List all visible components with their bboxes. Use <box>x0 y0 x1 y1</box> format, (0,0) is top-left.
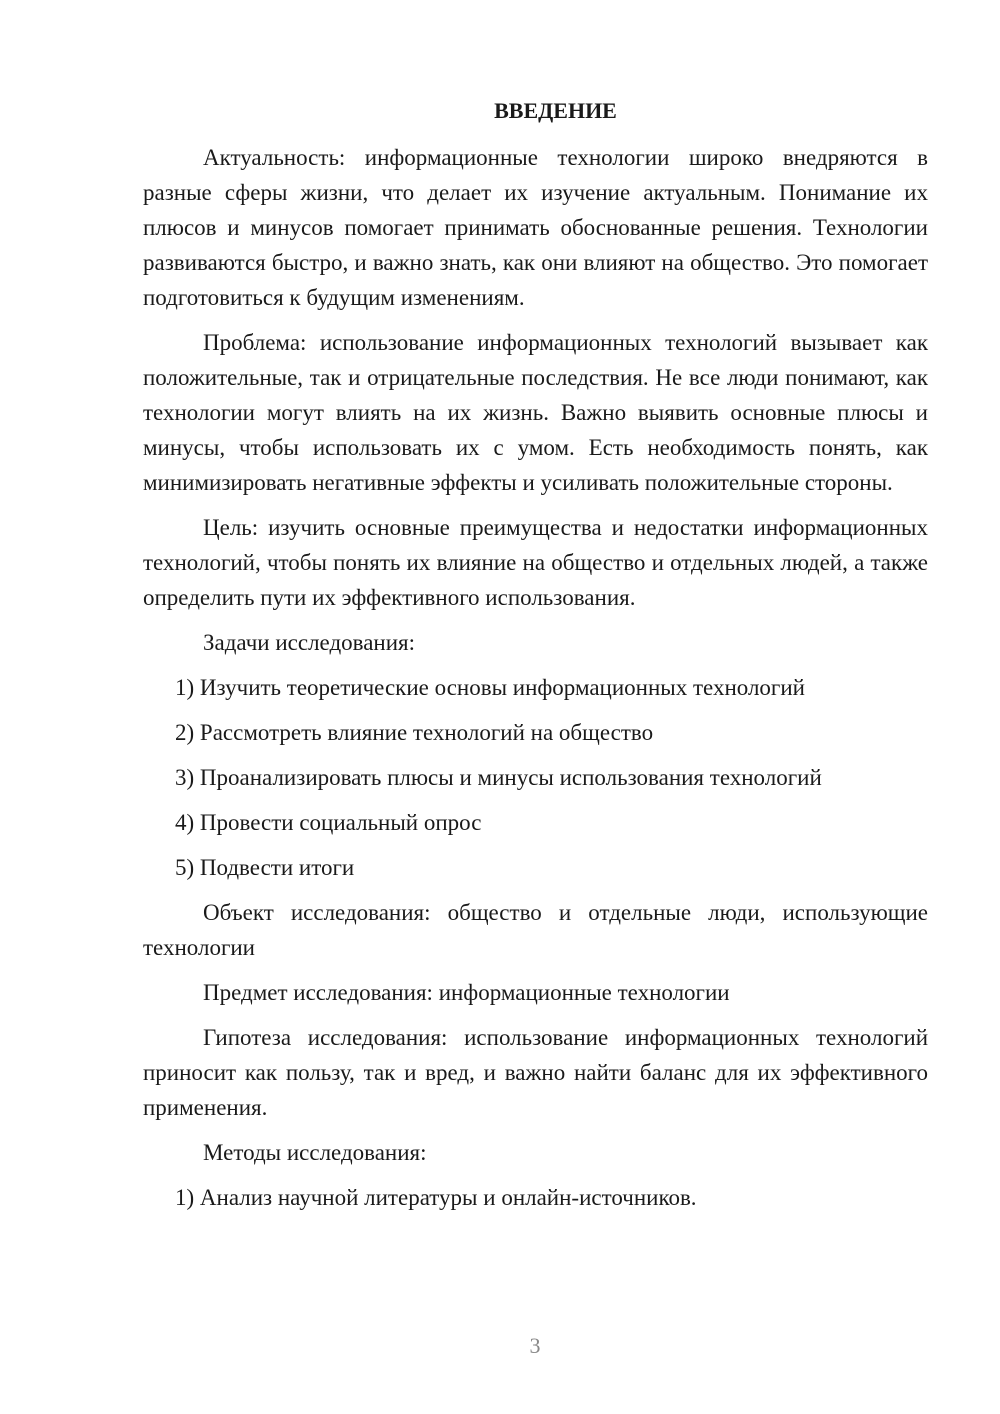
method-item-1: 1) Анализ научной литературы и онлайн-источников. <box>175 1185 697 1210</box>
problem-paragraph: Проблема: использование информационных технологий вызывает как положительные, так и отрицательные последствия. Не все люди понимают, как технологии могут влиять на их жизнь. Важно выявить основные плюсы и минусы, чтобы использовать их с умом. Есть необходимость понять, как минимизировать негативные эффекты и усиливать положительные стороны. <box>143 330 928 495</box>
object-paragraph: Объект исследования: общество и отдельные люди, использующие технологии <box>143 900 928 960</box>
goal-paragraph: Цель: изучить основные преимущества и недостатки информационных технологий, чтобы понять их влияние на общество и отдельных людей, а также определить пути их эффективного использования. <box>143 515 928 610</box>
task-item-4: 4) Провести социальный опрос <box>175 810 482 835</box>
tasks-heading: Задачи исследования: <box>203 630 416 655</box>
task-item-2: 2) Рассмотреть влияние технологий на общество <box>175 720 654 745</box>
subject-paragraph: Предмет исследования: информационные технологии <box>203 980 730 1005</box>
page-number: 3 <box>529 1333 541 1358</box>
task-item-1: 1) Изучить теоретические основы информационных технологий <box>175 675 805 700</box>
task-item-5: 5) Подвести итоги <box>175 855 355 880</box>
relevance-paragraph: Актуальность: информационные технологии широко внедряются в разные сферы жизни, что делает их изучение актуальным. Понимание их плюсов и минусов помогает принимать обоснованные решения. Технологии развиваются быстро, и важно знать, как они влияют на общество. Это помогает подготовиться к будущим изменениям. <box>143 145 928 310</box>
page-title: ВВЕДЕНИЕ <box>494 98 617 123</box>
methods-heading: Методы исследования: <box>203 1140 427 1165</box>
document-page <box>143 96 928 1225</box>
task-item-3: 3) Проанализировать плюсы и минусы использования технологий <box>175 765 822 790</box>
hypothesis-paragraph: Гипотеза исследования: использование информационных технологий приносит как пользу, так и вред, и важно найти баланс для их эффективного применения. <box>143 1025 928 1120</box>
